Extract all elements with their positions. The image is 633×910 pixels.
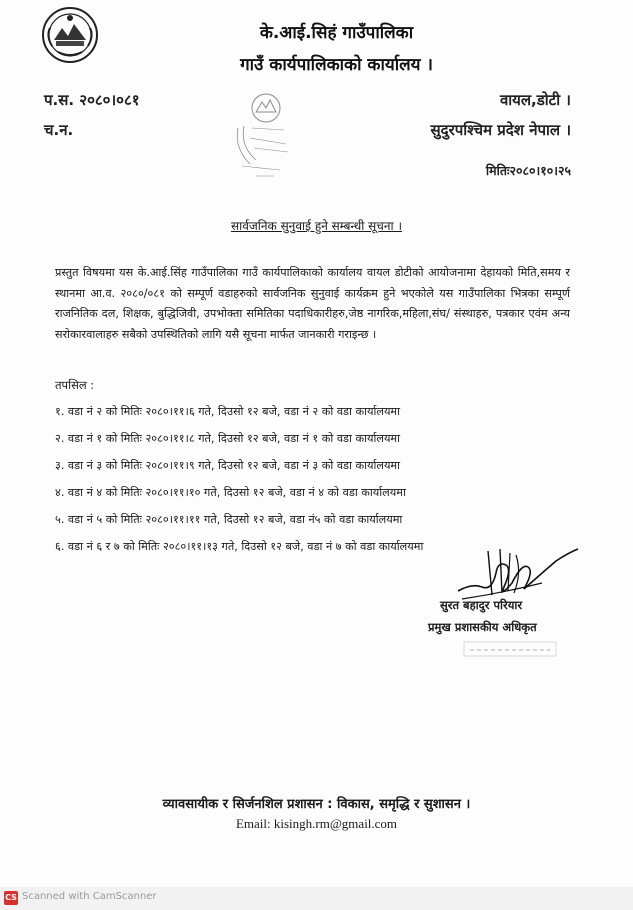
schedule-item: १. वडा नं २ को मितिः २०८०।११।६ गते, दिउसो १२ बजे, वडा नं २ को वडा कार्यालयमा <box>55 405 401 418</box>
signatory-name: सुरत बहादुर परियार <box>440 598 523 612</box>
schedule-list <box>55 398 423 560</box>
details-label: तपसिल : <box>55 378 95 392</box>
scanner-watermark-bar <box>0 887 633 910</box>
letter-number: प.स. २०८०।०८१ <box>44 91 140 109</box>
handwritten-signature <box>452 543 582 603</box>
footer-email: Email: kisingh.rm@gmail.com <box>235 816 398 831</box>
schedule-item: ३. वडा नं ३ को मितिः २०८०।११।९ गते, दिउसो १२ बजे, वडा नं ३ को वडा कार्यालयमा <box>55 459 401 472</box>
signatory-title: प्रमुख प्रशासकीय अधिकृत <box>428 620 537 634</box>
schedule-item: २. वडा नं १ को मितिः २०८०।११।८ गते, दिउसो १२ बजे, वडा नं १ को वडा कार्यालयमा <box>55 432 401 445</box>
camscanner-icon: CS <box>4 891 18 905</box>
province-name: सुदुरपश्चिम प्रदेश नेपाल । <box>430 121 571 139</box>
office-seal-stamp <box>230 88 296 180</box>
office-name: गाउँ कार्यपालिकाको कार्यालय । <box>240 55 433 75</box>
faint-name-stamp <box>462 638 560 660</box>
schedule-item: ४. वडा नं ४ को मितिः २०८०।११।१० गते, दिउसो १२ बजे, वडा नं ४ को वडा कार्यालयमा <box>55 486 406 499</box>
notice-body: प्रस्तुत विषयमा यस के.आई.सिंह गाउँपालिका गाउँ कार्यपालिकाको कार्यालय वायल डोटीको आयोजनामा देहायको मिति,समय र स्थानमा आ.व. २०८०/०८१ को सम्पूर्ण वडाहरुको सार्वजनिक सुनुवाई कार्यक्रम हुने भएकोले यस गाउँपालिका भित्रका सम्पूर्ण राजनितिक दल, शिक्षक, बुद्धिजिवी, उपभोक्ता समितिका पदाधिकारीहरु,जेष्ठ नागरिक,महिला,संघ/ संस्थाहरु, पत्रकार एवंम अन्य सरोकारवालाहरु सबैको उपस्थितिको लागि यसै सूचना मार्फत जानकारी गराइन्छ । <box>55 266 570 341</box>
schedule-item: ६. वडा नं ६ र ७ को मितिः २०८०।११।१३ गते, दिउसो १२ बजे, वडा नं ७ को वडा कार्यालयमा <box>55 540 424 553</box>
letter-date: मितिः२०८०।१०।२५ <box>485 163 571 178</box>
schedule-item: ५. वडा नं ५ को मितिः २०८०।११।११ गते, दिउसो १२ बजे, वडा नं५ को वडा कार्यालयमा <box>55 513 403 526</box>
scanner-watermark-text: Scanned with CamScanner <box>22 891 157 902</box>
notice-title: सार्वजनिक सुनुवाई हुने सम्बन्धी सूचना । <box>230 219 403 233</box>
dispatch-number: च.न. <box>44 121 74 139</box>
municipality-name: के.आई.सिहं गाउँपालिका <box>259 23 414 43</box>
office-location: वायल,डोटी । <box>499 91 571 109</box>
footer-motto: व्यावसायीक र सिर्जनशिल प्रशासन : विकास, समृद्धि र सुशासन । <box>162 797 471 812</box>
